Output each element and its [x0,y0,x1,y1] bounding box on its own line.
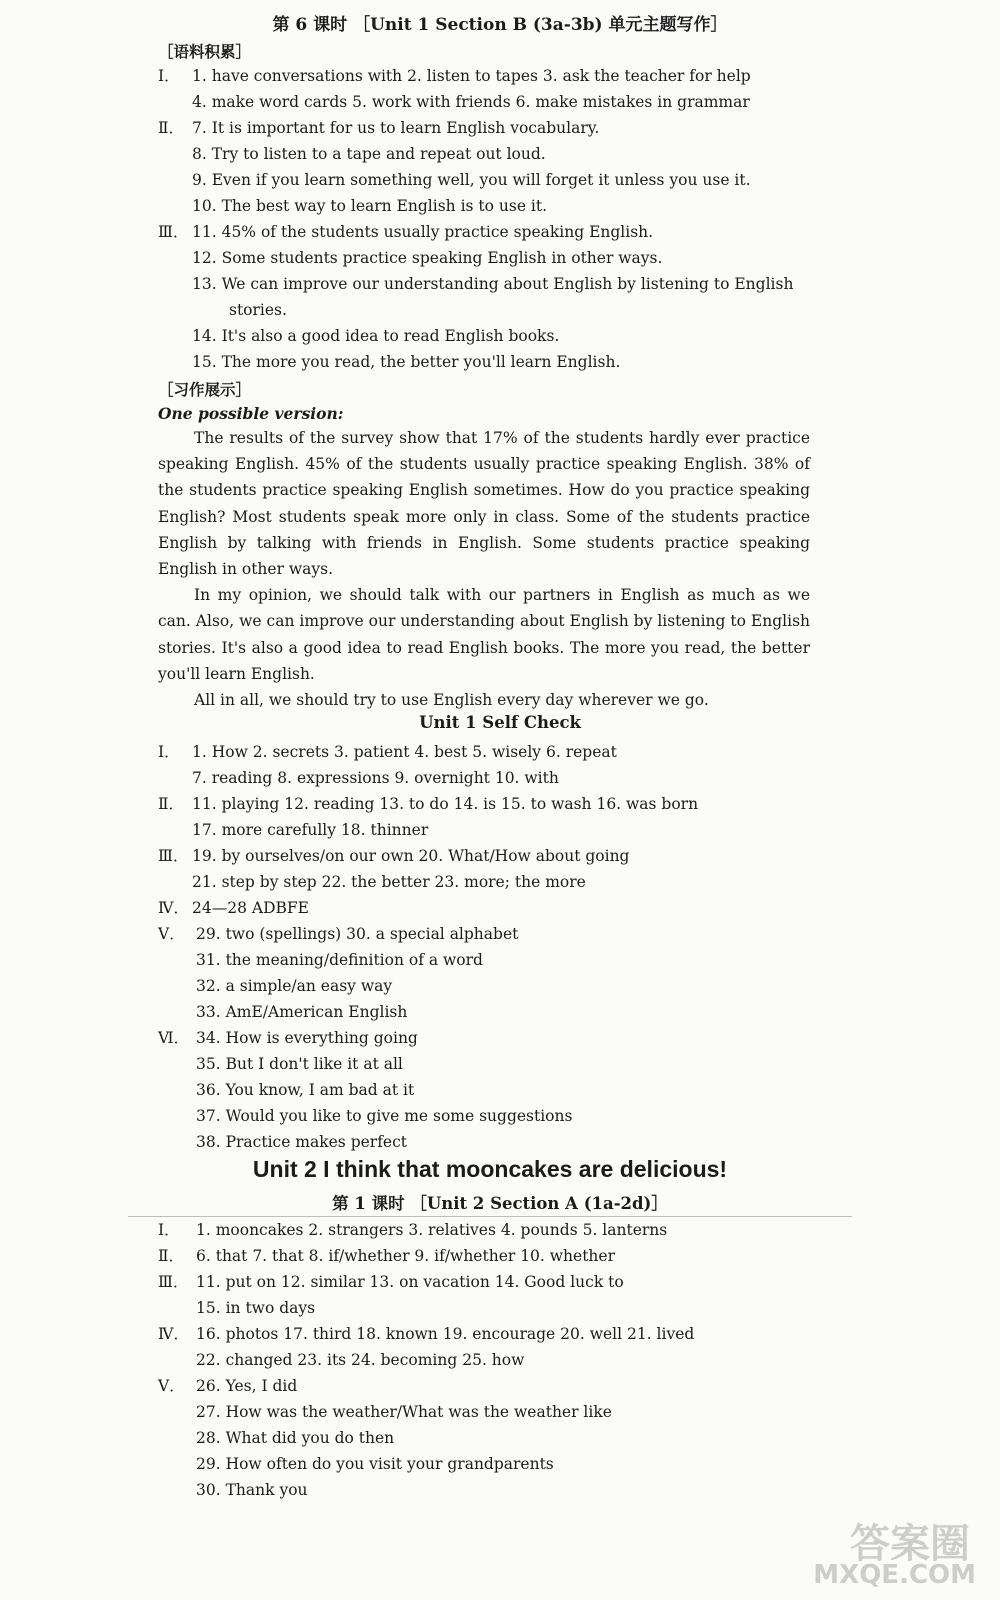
answer-line: 22. changed 23. its 24. becoming 25. how [196,1351,525,1369]
answer-line: 24—28 ADBFE [192,899,309,917]
unit2-lesson-title: 第 1 课时 ［Unit 2 Section A (1a-2d)］ [332,1194,668,1213]
answer-line: 27. How was the weather/What was the weather like [196,1403,612,1421]
essay-paragraph: All in all, we should try to use English every day wherever we go. [194,691,709,710]
roman-numeral: Ⅱ． [158,119,185,137]
answer-line: 32. a simple/an easy way [196,977,393,995]
divider [128,1216,852,1217]
roman-numeral: Ⅳ． [158,899,189,917]
essay-paragraph: In my opinion, we should talk with our partners in English as much as we can. Also, we can improve our understanding about English by listening to English stories. It's also a good idea to read English books. The more you read, the better you'll learn English. [158,586,810,683]
answer-line: 12. Some students practice speaking English in other ways. [192,249,663,267]
answer-line: 35. But I don't like it at all [196,1055,403,1073]
answer-line: 11. playing 12. reading 13. to do 14. is 15. to wash 16. was born [192,795,699,813]
watermark-logo: 答案圈 [850,1521,970,1567]
roman-numeral: Ⅲ． [158,1273,189,1291]
answer-line: 38. Practice makes perfect [196,1133,408,1151]
answer-line: 15. in two days [196,1299,316,1317]
answer-line: 19. by ourselves/on our own 20. What/How about going [192,847,630,865]
version-label: One possible version: [158,404,344,423]
answer-line: 29. How often do you visit your grandparents [196,1455,554,1473]
answer-line: 4. make word cards 5. work with friends 6. make mistakes in grammar [192,93,750,111]
answer-line: 31. the meaning/definition of a word [196,951,483,969]
unit2-title: Unit 2 I think that mooncakes are delicious! [252,1156,728,1182]
answer-line: 1. How 2. secrets 3. patient 4. best 5. wisely 6. repeat [192,743,617,761]
answer-line: 34. How is everything going [196,1029,418,1047]
roman-numeral: Ⅲ． [158,847,189,865]
roman-numeral: Ⅰ． [158,743,180,761]
answer-line: 15. The more you read, the better you'll learn English. [192,353,621,371]
answer-line: 7. reading 8. expressions 9. overnight 10. with [192,769,559,787]
roman-numeral: Ⅴ． [158,925,185,943]
answer-line: 8. Try to listen to a tape and repeat out loud. [192,145,546,163]
writing-tag: ［习作展示］ [158,380,252,399]
roman-numeral: Ⅵ． [158,1029,190,1047]
selfcheck-title: Unit 1 Self Check [419,713,581,732]
roman-numeral: Ⅰ． [158,1221,180,1239]
answer-line: 16. photos 17. third 18. known 19. encourage 20. well 21. lived [196,1325,695,1343]
roman-numeral: Ⅱ． [158,795,185,813]
roman-numeral: Ⅴ． [158,1377,185,1395]
answer-line: 28. What did you do then [196,1429,395,1447]
answer-line: 29. two (spellings) 30. a special alphabet [196,925,519,943]
roman-numeral: Ⅳ． [158,1325,189,1343]
answer-line: 14. It's also a good idea to read English books. [192,327,560,345]
sample-essay [158,425,810,713]
roman-numeral: Ⅰ． [158,67,180,85]
answer-line: 11. put on 12. similar 13. on vacation 14. Good luck to [196,1273,624,1291]
answer-line: 33. AmE/American English [196,1003,408,1021]
roman-numeral: Ⅲ． [158,223,189,241]
answer-line: 30. Thank you [196,1481,308,1499]
answer-line: stories. [229,301,287,319]
answer-line: 11. 45% of the students usually practice speaking English. [192,223,654,241]
answer-line: 9. Even if you learn something well, you will forget it unless you use it. [192,171,751,189]
watermark-url: MXQE.COM [813,1560,976,1590]
answer-line: 13. We can improve our understanding about English by listening to English [192,275,794,293]
essay-paragraph: The results of the survey show that 17% of the students hardly ever practice speaking English. 45% of the students usually practice speaking English. 38% of the students practice speaking English sometimes. How do you practice speaking English? Most students speak more only in class. Some of the students practice English by talking with friends in English. Some students practice speaking English in other ways. [158,429,810,579]
lesson-title: 第 6 课时 ［Unit 1 Section B (3a-3b) 单元主题写作］ [272,15,728,35]
answer-line: 26. Yes, I did [196,1377,298,1395]
answer-line: 7. It is important for us to learn English vocabulary. [192,119,600,137]
answer-line: 17. more carefully 18. thinner [192,821,429,839]
answer-line: 1. have conversations with 2. listen to tapes 3. ask the teacher for help [192,67,751,85]
vocab-tag: ［语料积累］ [158,42,252,61]
answer-line: 21. step by step 22. the better 23. more; the more [192,873,586,891]
answer-line: 1. mooncakes 2. strangers 3. relatives 4. pounds 5. lanterns [196,1221,668,1239]
roman-numeral: Ⅱ． [158,1247,185,1265]
answer-line: 10. The best way to learn English is to use it. [192,197,548,215]
answer-line: 36. You know, I am bad at it [196,1081,415,1099]
answer-line: 37. Would you like to give me some suggestions [196,1107,573,1125]
answer-line: 6. that 7. that 8. if/whether 9. if/whether 10. whether [196,1247,615,1265]
